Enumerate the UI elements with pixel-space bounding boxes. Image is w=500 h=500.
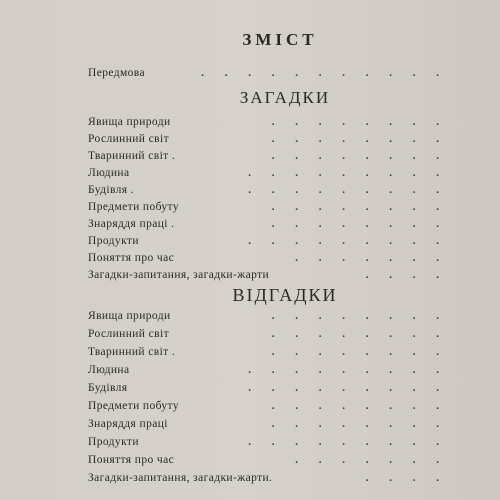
toc-entry xyxy=(88,327,448,342)
leader-dots: . . . . . . . . . xyxy=(248,364,448,376)
toc-entry-label: Знаряддя праці xyxy=(88,418,168,430)
toc-entry-label: Людина xyxy=(88,364,130,376)
toc-entry-label: Знаряддя праці . xyxy=(88,218,175,230)
leader-dots: . . . . . . . . xyxy=(271,218,448,230)
toc-entry xyxy=(88,399,448,414)
leader-dots: . . . . . . . . . xyxy=(248,235,448,247)
toc-entry xyxy=(88,166,448,181)
toc-entry xyxy=(88,217,448,232)
toc-entry xyxy=(88,453,448,468)
leader-dots: . . . . . . . . xyxy=(271,310,448,322)
toc-entry xyxy=(88,471,448,486)
leader-dots: . . . . . . . . xyxy=(271,116,448,128)
leader-dots: . . . . xyxy=(365,269,448,281)
leader-dots: . . . . . . . . xyxy=(271,328,448,340)
toc-entry-label: Рослинний світ xyxy=(88,328,169,340)
toc-entry xyxy=(88,417,448,432)
toc-entry-label: Поняття про час xyxy=(88,252,175,264)
toc-entry xyxy=(88,435,448,450)
toc-entry xyxy=(88,115,448,130)
toc-entry-label: Тваринний світ . xyxy=(88,346,176,358)
leader-dots: . . . . . . . xyxy=(295,454,448,466)
leader-dots: . . . . . . . . . xyxy=(248,184,448,196)
leader-dots: . . . . . . . . xyxy=(271,150,448,162)
page-title: ЗМІСТ xyxy=(242,30,318,49)
leader-dots: . . . . . . . . xyxy=(271,400,448,412)
leader-dots: . . . . . . . . xyxy=(271,133,448,145)
toc-entry-label: Людина xyxy=(88,167,130,179)
toc-entry-label: Предмети побуту xyxy=(88,201,179,213)
leader-dots: . . . . . . . . xyxy=(271,346,448,358)
toc-entry xyxy=(88,183,448,198)
toc-entry-label: Продукти xyxy=(88,235,139,247)
toc-entry-label: Будівля xyxy=(88,382,128,394)
toc-entry-label: Явища природи xyxy=(88,116,171,128)
leader-dots: . . . . . . . . . xyxy=(248,382,448,394)
toc-entry-label: Явища природи xyxy=(88,310,171,322)
toc-entry xyxy=(88,132,448,147)
leader-dots: . . . . . . . . xyxy=(271,418,448,430)
toc-entry-label: Загадки-запитання, загадки-жарти xyxy=(88,269,270,281)
toc-entry-label: Предмети побуту xyxy=(88,400,179,412)
toc-entry xyxy=(88,200,448,215)
toc-entry xyxy=(88,363,448,378)
toc-entry-label: Поняття про час xyxy=(88,454,175,466)
toc-entry xyxy=(88,251,448,266)
toc-entry xyxy=(88,309,448,324)
leader-dots: . . . . . . . . . xyxy=(248,167,448,179)
leader-dots: . . . . . . . . . . . xyxy=(201,67,448,79)
toc-entry xyxy=(88,381,448,396)
toc-entry xyxy=(88,268,448,283)
leader-dots: . . . . . . . xyxy=(295,252,448,264)
toc-entry-preface xyxy=(88,66,448,81)
leader-dots: . . . . . . . . . xyxy=(248,436,448,448)
leader-dots: . . . . xyxy=(365,472,448,484)
toc-entry-label: Рослинний світ xyxy=(88,133,169,145)
toc-entry xyxy=(88,345,448,360)
toc-entry-label: Передмова xyxy=(88,67,145,79)
toc-entry-label: Загадки-запитання, загадки-жарти. xyxy=(88,472,273,484)
toc-entry-label: Тваринний світ . xyxy=(88,150,176,162)
section-title: ЗАГАДКИ xyxy=(239,88,331,107)
toc-entry xyxy=(88,234,448,249)
toc-entry-label: Будівля . xyxy=(88,184,135,196)
toc-entry xyxy=(88,149,448,164)
leader-dots: . . . . . . . . xyxy=(271,201,448,213)
section-title: ВІДГАДКИ xyxy=(232,285,338,305)
toc-entry-label: Продукти xyxy=(88,436,139,448)
